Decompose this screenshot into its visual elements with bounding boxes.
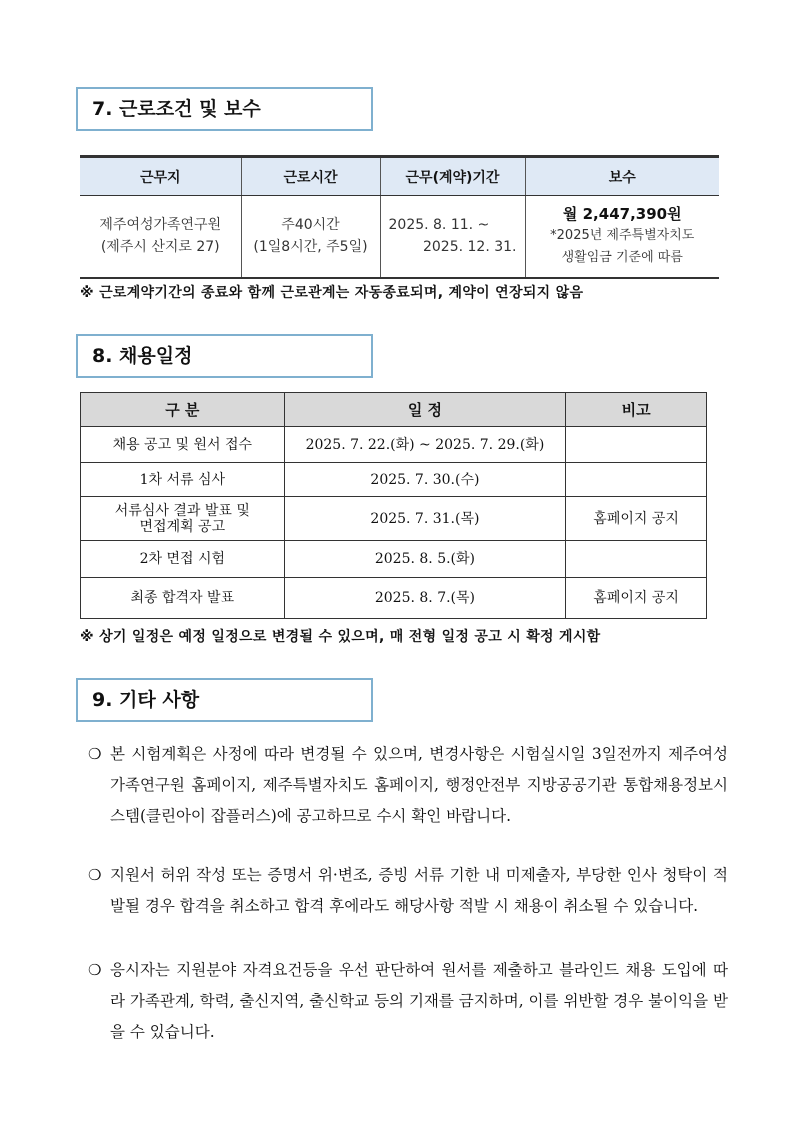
- header-schedule: 일 정: [284, 393, 566, 427]
- schedule-remark: [566, 541, 707, 578]
- work-conditions-table: [80, 155, 719, 279]
- schedule-table: [80, 392, 707, 619]
- table-row: [81, 497, 707, 541]
- table-row: [81, 541, 707, 578]
- workplace-cell: [80, 196, 241, 278]
- table-header-row: [80, 157, 719, 196]
- contract-note: ※ 근로계약기간의 종료와 함께 근로관계는 자동종료되며, 계약이 연장되지 않음: [80, 285, 584, 301]
- header-period: 근무(계약)기간: [380, 157, 525, 196]
- pay-cell: [525, 196, 719, 278]
- notice-text: 지원서 허위 작성 또는 증명서 위·변조, 증빙 서류 기한 내 미제출자, 부당한 인사 청탁이 적발될 경우 합격을 취소하고 합격 후에라도 해당사항 적발 시 채용이 취소될 수 있습니다.: [110, 866, 728, 915]
- list-item: [88, 739, 728, 832]
- bullet-circle-icon: ❍: [88, 866, 102, 884]
- period-end: 2025. 12. 31.: [422, 239, 517, 256]
- pay-basis-line-2: 생활임금 기준에 따름: [561, 250, 683, 266]
- schedule-remark: 홈페이지 공지: [566, 497, 707, 541]
- header-workplace: 근무지: [80, 157, 241, 196]
- schedule-note: ※ 상기 일정은 예정 일정으로 변경될 수 있으며, 매 전형 일정 공고 시 확정 게시함: [80, 629, 601, 645]
- table-row: [80, 196, 719, 278]
- pay-basis-line-1: *2025년 제주특별자치도: [550, 228, 695, 244]
- schedule-item: 채용 공고 및 원서 접수: [81, 427, 285, 463]
- table-row: [81, 578, 707, 619]
- pay-amount: 월 2,447,390원: [562, 205, 682, 224]
- period-start: 2025. 8. 11. ~: [388, 217, 490, 234]
- workplace-address: (제주시 산지로 27): [100, 239, 220, 256]
- schedule-item: 최종 합격자 발표: [81, 578, 285, 619]
- notice-text: 응시자는 지원분야 자격요건등을 우선 판단하여 원서를 제출하고 블라인드 채용 도입에 따라 가족관계, 학력, 출신지역, 출신학교 등의 기재를 금지하며, 이를 위반할 경우 불이익을 받을 수 있습니다.: [110, 961, 728, 1041]
- hours-detail: (1일8시간, 주5일): [253, 239, 368, 256]
- period-cell: [380, 196, 525, 278]
- table-row: [81, 463, 707, 497]
- schedule-date: 2025. 7. 22.(화) ~ 2025. 7. 29.(화): [284, 427, 566, 463]
- schedule-date: 2025. 7. 31.(목): [284, 497, 566, 541]
- schedule-date: 2025. 7. 30.(수): [284, 463, 566, 497]
- list-item: [88, 860, 728, 922]
- table-row: [81, 427, 707, 463]
- notice-text: 본 시험계획은 사정에 따라 변경될 수 있으며, 변경사항은 시험실시일 3일전까지 제주여성가족연구원 홈페이지, 제주특별자치도 홈페이지, 행정안전부 지방공공기관 통합채용정보시스템(클린아이 잡플러스)에 공고하므로 수시 확인 바랍니다.: [110, 745, 728, 825]
- table-header-row: [81, 393, 707, 427]
- header-remarks: 비고: [566, 393, 707, 427]
- schedule-remark: [566, 463, 707, 497]
- schedule-date: 2025. 8. 5.(화): [284, 541, 566, 578]
- header-pay: 보수: [525, 157, 719, 196]
- schedule-item: 2차 면접 시험: [81, 541, 285, 578]
- schedule-item: 1차 서류 심사: [81, 463, 285, 497]
- header-hours: 근로시간: [241, 157, 380, 196]
- hours-cell: [241, 196, 380, 278]
- section-8-title: 8. 채용일정: [76, 334, 373, 378]
- schedule-item: 서류심사 결과 발표 및 면접계획 공고: [81, 497, 285, 541]
- hours-weekly: 주40시간: [281, 217, 340, 234]
- list-item: [88, 955, 728, 1048]
- header-category: 구 분: [81, 393, 285, 427]
- bullet-circle-icon: ❍: [88, 745, 102, 763]
- workplace-name: 제주여성가족연구원: [99, 217, 222, 234]
- schedule-date: 2025. 8. 7.(목): [284, 578, 566, 619]
- bullet-circle-icon: ❍: [88, 961, 102, 979]
- section-7-title: 7. 근로조건 및 보수: [76, 87, 373, 131]
- schedule-remark: 홈페이지 공지: [566, 578, 707, 619]
- schedule-remark: [566, 427, 707, 463]
- section-9-title: 9. 기타 사항: [76, 678, 373, 722]
